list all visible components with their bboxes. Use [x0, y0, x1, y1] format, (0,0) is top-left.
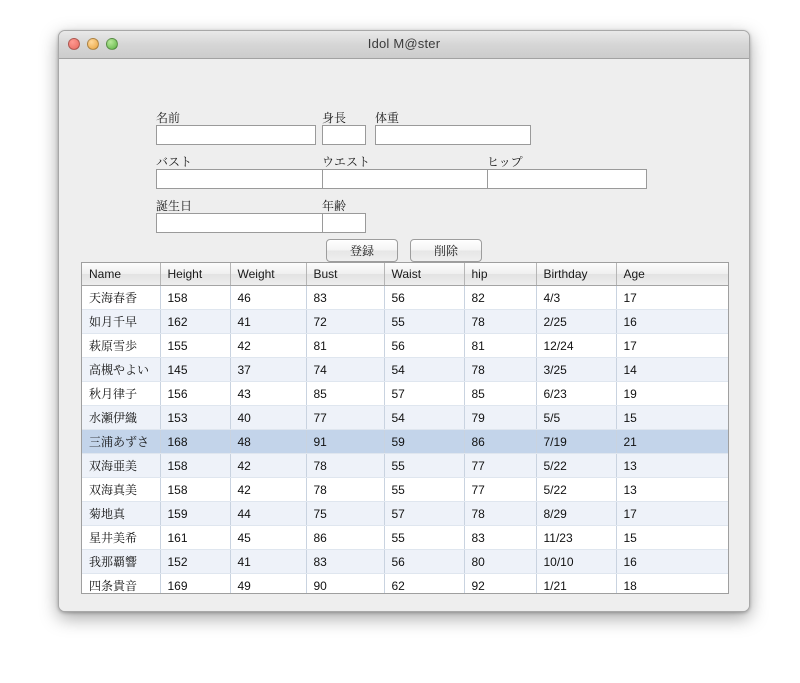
table-column-header-1[interactable]: Height: [160, 263, 230, 286]
table-cell: 三浦あずさ: [82, 430, 160, 454]
table-cell: 43: [230, 382, 306, 406]
table-cell: 18: [616, 574, 728, 595]
table-cell: 12/24: [536, 334, 616, 358]
label-age: 年齢: [322, 199, 347, 213]
table-cell: 81: [306, 334, 384, 358]
table-column-header-2[interactable]: Weight: [230, 263, 306, 286]
table-cell: 44: [230, 502, 306, 526]
table-cell: 91: [306, 430, 384, 454]
table-cell: 54: [384, 358, 464, 382]
table-cell: 16: [616, 310, 728, 334]
table-cell: 17: [616, 334, 728, 358]
table-cell: 57: [384, 502, 464, 526]
table-row[interactable]: [82, 502, 728, 526]
table-row[interactable]: [82, 286, 728, 310]
table-column-header-4[interactable]: Waist: [384, 263, 464, 286]
table-cell: 萩原雪歩: [82, 334, 160, 358]
table-cell: 85: [464, 382, 536, 406]
table-cell: 如月千早: [82, 310, 160, 334]
table-row[interactable]: [82, 382, 728, 406]
table-row[interactable]: [82, 550, 728, 574]
label-weight: 体重: [375, 111, 400, 125]
table-cell: 86: [464, 430, 536, 454]
table-cell: 153: [160, 406, 230, 430]
table-cell: 7/19: [536, 430, 616, 454]
table-cell: 81: [464, 334, 536, 358]
table-cell: 41: [230, 550, 306, 574]
table-cell: 77: [306, 406, 384, 430]
table-cell: 169: [160, 574, 230, 595]
table-row[interactable]: [82, 526, 728, 550]
table-cell: 75: [306, 502, 384, 526]
table-cell: 90: [306, 574, 384, 595]
table-column-header-7[interactable]: Age: [616, 263, 728, 286]
table-cell: 162: [160, 310, 230, 334]
table-cell: 57: [384, 382, 464, 406]
table-cell: 37: [230, 358, 306, 382]
table-cell: 83: [306, 286, 384, 310]
table-cell: 45: [230, 526, 306, 550]
table-header-row: [82, 263, 728, 286]
table-cell: 48: [230, 430, 306, 454]
idol-table: [82, 263, 728, 594]
table-cell: 55: [384, 478, 464, 502]
table-cell: 168: [160, 430, 230, 454]
table-cell: 8/29: [536, 502, 616, 526]
height-input[interactable]: [322, 125, 366, 145]
table-body: [82, 286, 728, 595]
window-titlebar[interactable]: [59, 31, 749, 59]
register-button[interactable]: 登録: [326, 239, 398, 262]
table-cell: 天海春香: [82, 286, 160, 310]
table-cell: 我那覇響: [82, 550, 160, 574]
table-cell: 49: [230, 574, 306, 595]
table-column-header-0[interactable]: Name: [82, 263, 160, 286]
birthday-input[interactable]: [156, 213, 334, 233]
table-cell: 11/23: [536, 526, 616, 550]
table-row[interactable]: [82, 358, 728, 382]
table-cell: 85: [306, 382, 384, 406]
table-row[interactable]: [82, 478, 728, 502]
table-cell: 55: [384, 526, 464, 550]
table-cell: 1/21: [536, 574, 616, 595]
table-cell: 2/25: [536, 310, 616, 334]
table-cell: 4/3: [536, 286, 616, 310]
table-cell: 78: [306, 454, 384, 478]
bust-input[interactable]: [156, 169, 334, 189]
table-cell: 5/22: [536, 478, 616, 502]
table-cell: 水瀬伊織: [82, 406, 160, 430]
table-cell: 78: [306, 478, 384, 502]
table-cell: 3/25: [536, 358, 616, 382]
table-cell: 16: [616, 550, 728, 574]
table-cell: 158: [160, 454, 230, 478]
app-window: [58, 30, 750, 612]
hip-input[interactable]: [487, 169, 647, 189]
table-cell: 菊地真: [82, 502, 160, 526]
table-cell: 19: [616, 382, 728, 406]
table-cell: 159: [160, 502, 230, 526]
table-row[interactable]: [82, 334, 728, 358]
table-cell: 15: [616, 406, 728, 430]
table-header: [82, 263, 728, 286]
label-height: 身長: [322, 111, 347, 125]
table-cell: 双海亜美: [82, 454, 160, 478]
form-actions: [326, 239, 482, 262]
table-cell: 5/5: [536, 406, 616, 430]
table-column-header-5[interactable]: hip: [464, 263, 536, 286]
table-cell: 155: [160, 334, 230, 358]
table-cell: 秋月律子: [82, 382, 160, 406]
table-cell: 82: [464, 286, 536, 310]
window-body: [59, 59, 749, 611]
table-cell: 77: [464, 478, 536, 502]
table-cell: 83: [464, 526, 536, 550]
table-cell: 54: [384, 406, 464, 430]
table-cell: 161: [160, 526, 230, 550]
table-cell: 星井美希: [82, 526, 160, 550]
window-title: Idol M@ster: [367, 36, 441, 51]
table-cell: 79: [464, 406, 536, 430]
weight-input[interactable]: [375, 125, 531, 145]
table-cell: 56: [384, 286, 464, 310]
table-cell: 6/23: [536, 382, 616, 406]
label-bust: バスト: [156, 155, 193, 169]
table-cell: 13: [616, 478, 728, 502]
entry-form: [59, 59, 749, 219]
table-cell: 152: [160, 550, 230, 574]
label-birthday: 誕生日: [156, 199, 193, 213]
table-cell: 55: [384, 454, 464, 478]
table-cell: 13: [616, 454, 728, 478]
table-cell: 80: [464, 550, 536, 574]
table-cell: 74: [306, 358, 384, 382]
table-cell: 156: [160, 382, 230, 406]
table-cell: 158: [160, 286, 230, 310]
table-row[interactable]: [82, 454, 728, 478]
age-input[interactable]: [322, 213, 366, 233]
table-column-header-3[interactable]: Bust: [306, 263, 384, 286]
table-cell: 78: [464, 310, 536, 334]
table-cell: 10/10: [536, 550, 616, 574]
idol-table-container[interactable]: [81, 262, 729, 594]
table-cell: 21: [616, 430, 728, 454]
table-cell: 92: [464, 574, 536, 595]
table-cell: 41: [230, 310, 306, 334]
table-cell: 145: [160, 358, 230, 382]
table-cell: 42: [230, 478, 306, 502]
table-cell: 59: [384, 430, 464, 454]
table-cell: 42: [230, 454, 306, 478]
table-cell: 56: [384, 334, 464, 358]
table-cell: 15: [616, 526, 728, 550]
table-row[interactable]: [82, 574, 728, 595]
table-cell: 42: [230, 334, 306, 358]
table-cell: 46: [230, 286, 306, 310]
table-cell: 高槻やよい: [82, 358, 160, 382]
table-cell: 40: [230, 406, 306, 430]
table-cell: 72: [306, 310, 384, 334]
label-name: 名前: [156, 111, 181, 125]
table-column-header-6[interactable]: Birthday: [536, 263, 616, 286]
table-cell: 55: [384, 310, 464, 334]
table-cell: 83: [306, 550, 384, 574]
name-input[interactable]: [156, 125, 316, 145]
delete-button[interactable]: 削除: [410, 239, 482, 262]
table-cell: 78: [464, 358, 536, 382]
table-row[interactable]: [82, 310, 728, 334]
table-cell: 双海真美: [82, 478, 160, 502]
table-cell: 62: [384, 574, 464, 595]
waist-input[interactable]: [322, 169, 488, 189]
table-cell: 17: [616, 502, 728, 526]
label-waist: ウエスト: [322, 155, 371, 169]
table-cell: 5/22: [536, 454, 616, 478]
table-row[interactable]: [82, 406, 728, 430]
table-cell: 56: [384, 550, 464, 574]
table-cell: 77: [464, 454, 536, 478]
table-cell: 14: [616, 358, 728, 382]
table-cell: 17: [616, 286, 728, 310]
label-hip: ヒップ: [487, 155, 523, 169]
table-cell: 78: [464, 502, 536, 526]
table-cell: 四条貴音: [82, 574, 160, 595]
table-cell: 86: [306, 526, 384, 550]
table-cell: 158: [160, 478, 230, 502]
table-row[interactable]: [82, 430, 728, 454]
